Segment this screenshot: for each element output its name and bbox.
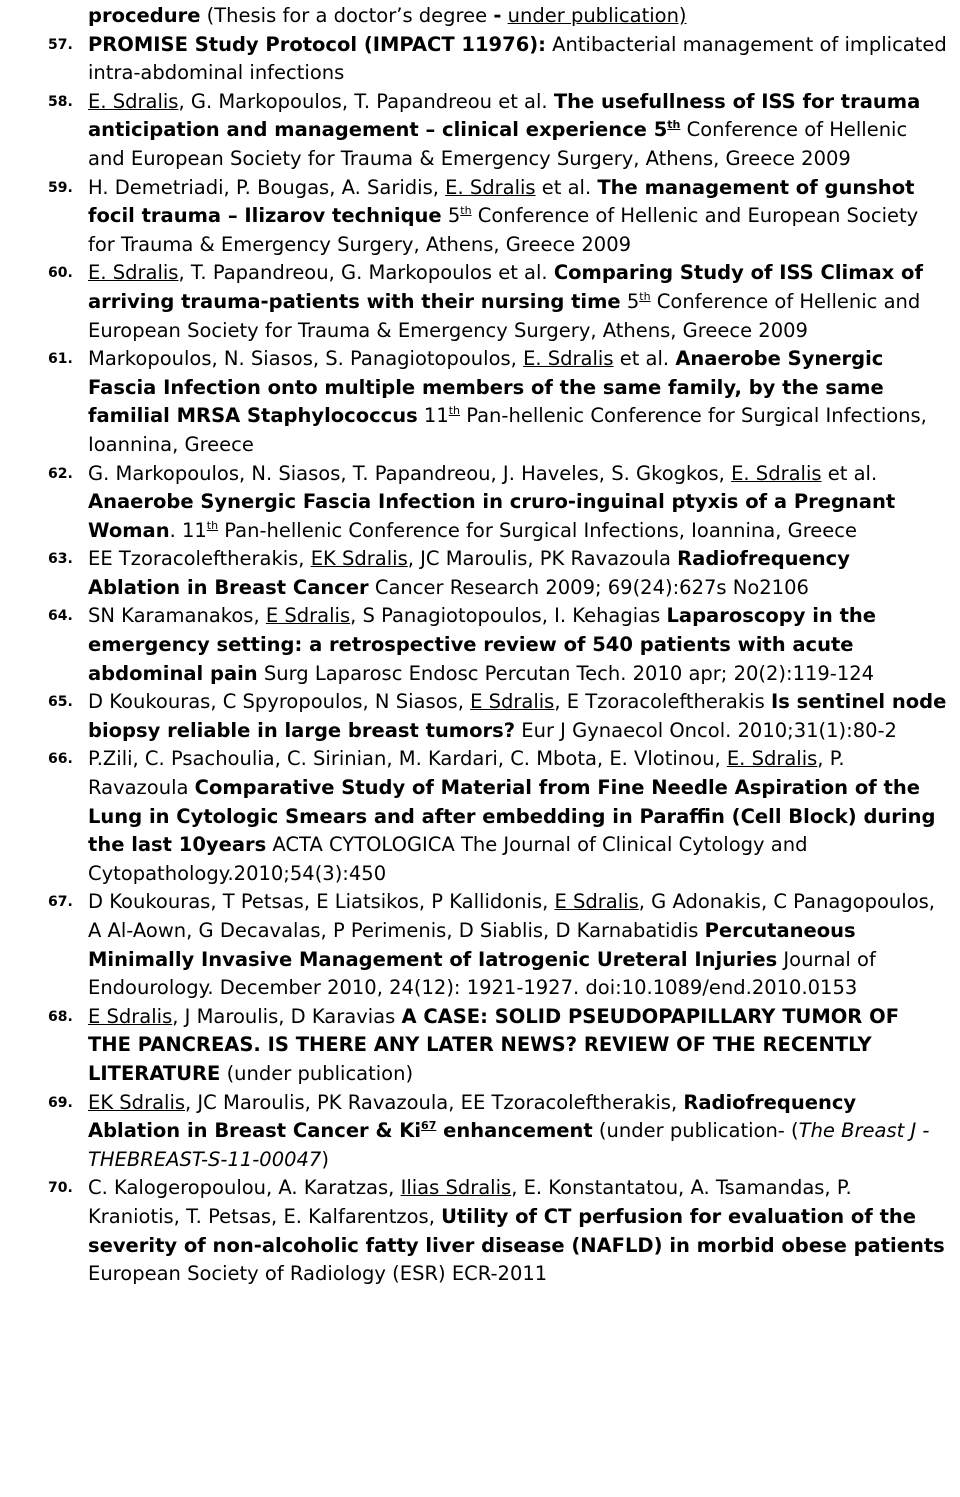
reference-segment: Conference of Hellenic and European Society for Trauma & Emergency Surgery, Athens, Greece 2009: [88, 289, 921, 342]
reference-title: enhancement: [436, 1119, 593, 1143]
reference-title: PROMISE Study Protocol (IMPACT 11976):: [88, 32, 546, 56]
reference-title: Laparoscopy in the emergency setting: a retrospective review of 540 patients with acute abdominal pain: [88, 604, 877, 685]
reference-number: 57.: [48, 36, 73, 53]
reference-number: 65.: [48, 694, 73, 711]
reference-segment: , S Panagiotopoulos, I. Kehagias: [350, 604, 667, 628]
reference-segment: . 11: [169, 518, 207, 542]
author-highlight: th: [448, 404, 461, 418]
reference-title: The management of gunshot focil trauma – Ilizarov technique: [88, 175, 915, 228]
reference-item: [48, 2, 948, 31]
reference-number: 67.: [48, 894, 73, 911]
reference-item: [48, 1174, 948, 1288]
reference-number: 66.: [48, 751, 73, 768]
author-highlight: E. Sdralis: [731, 461, 822, 485]
reference-text: [88, 690, 946, 742]
reference-text: [88, 547, 850, 599]
reference-title: Is sentinel node biopsy reliable in large breast tumors?: [88, 690, 947, 742]
reference-number: 62.: [48, 465, 73, 482]
reference-segment: Markopoulos, N. Siasos, S. Panagiotopoulos,: [88, 347, 524, 371]
author-highlight: E. Sdralis: [523, 347, 614, 371]
reference-title: Radiofrequency Ablation in Breast Cancer: [88, 547, 850, 599]
reference-segment: Cancer Research 2009; 69(24):627s No2106: [368, 575, 809, 599]
reference-text: [88, 176, 918, 256]
reference-segment: ): [321, 1147, 329, 1171]
reference-text: [88, 1091, 929, 1171]
reference-segment: (Thesis for a doctor’s degree: [200, 4, 494, 27]
reference-segment: 5: [620, 289, 640, 313]
reference-title: Anaerobe Synergic Fascia Infection onto multiple members of the same family, by the same familial MRSA Staphylococcus: [88, 347, 884, 428]
reference-segment: 11: [417, 404, 449, 428]
reference-title: -: [493, 4, 502, 27]
reference-item: [48, 1089, 948, 1175]
author-highlight: th: [460, 204, 472, 218]
reference-segment: et al.: [535, 175, 598, 199]
reference-segment: Antibacterial management of implicated intra-abdominal infections: [88, 32, 947, 85]
reference-item: [48, 1003, 948, 1089]
reference-segment: , P. Ravazoula: [88, 747, 845, 800]
reference-item: [48, 31, 948, 88]
author-highlight: E Sdralis: [88, 1004, 173, 1028]
reference-item: [48, 545, 948, 602]
reference-text: [88, 33, 947, 85]
author-highlight: th: [206, 518, 219, 532]
reference-text: [88, 747, 935, 884]
reference-segment: (under publication- (: [592, 1119, 799, 1143]
reference-segment: (under publication): [220, 1061, 414, 1085]
reference-segment: Journal of Endourology. December 2010, 24(12): 1921-1927. doi:10.1089/end.2010.0153: [88, 947, 876, 1000]
reference-segment: D Koukouras, T Petsas, E Liatsikos, P Kallidonis,: [88, 890, 555, 914]
reference-number: 70.: [48, 1180, 73, 1197]
reference-segment: , E. Konstantatou, A. Tsamandas, P. Kraniotis, T. Petsas, E. Kalfarentzos,: [88, 1176, 852, 1228]
reference-title: The usefullness of ISS for trauma anticipation and management – clinical experience 5: [88, 89, 921, 142]
reference-segment: et al.: [613, 347, 676, 371]
author-highlight: Ilias Sdralis: [400, 1176, 512, 1200]
author-highlight: E. Sdralis: [445, 175, 536, 199]
reference-segment: , E Tzoracoleftherakis: [554, 690, 771, 714]
author-highlight: E. Sdralis: [88, 261, 179, 285]
reference-number: 68.: [48, 1008, 73, 1025]
reference-text: [88, 890, 935, 999]
reference-title: procedure: [88, 4, 201, 27]
reference-number: 69.: [48, 1094, 73, 1111]
reference-segment: , T. Papandreou, G. Markopoulos et al.: [178, 261, 554, 285]
reference-segment: , J Maroulis, D Karavias: [172, 1004, 402, 1028]
reference-segment: 5: [441, 204, 461, 228]
reference-segment: SN Karamanakos,: [88, 604, 266, 628]
reference-text: [88, 1005, 899, 1085]
reference-item: [48, 259, 948, 345]
reference-segment: H. Demetriadi, P. Bougas, A. Saridis,: [88, 175, 446, 199]
reference-segment: Eur J Gynaecol Oncol. 2010;31(1):80-2: [515, 718, 897, 742]
reference-number: 64.: [48, 608, 73, 625]
reference-text: [88, 462, 895, 542]
reference-segment: P.Zili, C. Psachoulia, C. Sirinian, M. Kardari, C. Mbota, E. Vlotinou,: [88, 747, 727, 771]
reference-title: Comparing Study of ISS Climax of arriving trauma-patients with their nursing time: [88, 261, 923, 313]
italic-text: The Breast J - THEBREAST-S-11-00047: [88, 1119, 930, 1171]
reference-segment: , JC Maroulis, PK Ravazoula, EE Tzoracoleftherakis,: [185, 1090, 684, 1114]
author-highlight: under publication): [507, 4, 687, 27]
reference-segment: ACTA CYTOLOGICA The Journal of Clinical Cytology and Cytopathology.2010;54(3):450: [88, 833, 808, 885]
reference-segment: , JC Maroulis, PK Ravazoula: [407, 547, 678, 571]
reference-item: [48, 460, 948, 546]
reference-text: [88, 261, 923, 341]
reference-text: [88, 1176, 945, 1285]
reference-segment: Pan-hellenic Conference for Surgical Infections, Ioannina, Greece: [88, 404, 927, 456]
reference-item: [48, 345, 948, 459]
reference-segment: Surg Laparosc Endosc Percutan Tech. 2010 apr; 20(2):119-124: [257, 661, 875, 685]
author-highlight: 67: [421, 1119, 437, 1133]
reference-title: Comparative Study of Material from Fine Needle Aspiration of the Lung in Cytologic Smears and after embedding in Paraffin (Cell Block) during the last 10years: [88, 776, 936, 857]
reference-number: 60.: [48, 265, 73, 282]
reference-segment: EE Tzoracoleftherakis,: [88, 547, 311, 571]
reference-item: [48, 745, 948, 888]
author-highlight: E. Sdralis: [726, 747, 818, 771]
reference-text: [88, 90, 920, 170]
reference-item: [48, 688, 948, 745]
reference-title: Utility of CT perfusion for evaluation of the severity of non-alcoholic fatty liver disease (NAFLD) in morbid obese patients: [88, 1204, 945, 1257]
author-highlight: th: [667, 118, 681, 132]
reference-item: [48, 602, 948, 688]
author-highlight: E Sdralis: [265, 604, 351, 628]
reference-segment: , G Adonakis, C Panagopoulos, A Al-Aown, G Decavalas, P Perimenis, D Siablis, D Karnabatidis: [88, 890, 935, 942]
author-highlight: EK Sdralis: [310, 547, 408, 571]
reference-segment: C. Kalogeropoulou, A. Karatzas,: [88, 1176, 401, 1200]
reference-segment: , G. Markopoulos, T. Papandreou et al.: [178, 89, 554, 113]
reference-segment: Pan-hellenic Conference for Surgical Infections, Ioannina, Greece: [218, 518, 858, 542]
reference-segment: European Society of Radiology (ESR) ECR-2011: [88, 1262, 548, 1286]
reference-title: A CASE: SOLID PSEUDOPAPILLARY TUMOR OF THE PANCREAS. IS THERE ANY LATER NEWS? REVIEW OF THE RECENTLY LITERATURE: [88, 1004, 900, 1085]
reference-text: [88, 347, 927, 456]
reference-segment: Conference of Hellenic and European Society for Trauma & Emergency Surgery, Athens, Greece 2009: [88, 118, 908, 170]
reference-title: Anaerobe Synergic Fascia Infection in cruro-inguinal ptyxis of a Pregnant Woman: [88, 490, 896, 542]
author-highlight: th: [639, 289, 651, 303]
reference-number: 61.: [48, 351, 73, 368]
reference-number: 63.: [48, 551, 73, 568]
reference-segment: et al.: [821, 461, 878, 485]
reference-segment: Conference of Hellenic and European Society for Trauma & Emergency Surgery, Athens, Greece 2009: [88, 204, 919, 256]
author-highlight: E Sdralis: [470, 690, 555, 714]
reference-text: [88, 4, 687, 27]
author-highlight: EK Sdralis: [88, 1090, 186, 1114]
reference-title: Percutaneous Minimally Invasive Management of Iatrogenic Ureteral Injuries: [88, 919, 856, 971]
reference-number: 58.: [48, 93, 73, 110]
reference-number: 59.: [48, 179, 73, 196]
reference-item: [48, 88, 948, 174]
reference-title: Radiofrequency Ablation in Breast Cancer & Ki: [88, 1090, 857, 1143]
reference-segment: G. Markopoulos, N. Siasos, T. Papandreou, J. Haveles, S. Gkogkos,: [88, 461, 732, 485]
reference-item: [48, 174, 948, 260]
reference-item: [48, 888, 948, 1002]
author-highlight: E Sdralis: [554, 890, 639, 914]
author-highlight: E. Sdralis: [88, 89, 179, 113]
reference-text: [88, 604, 876, 684]
reference-segment: D Koukouras, C Spyropoulos, N Siasos,: [88, 690, 471, 714]
